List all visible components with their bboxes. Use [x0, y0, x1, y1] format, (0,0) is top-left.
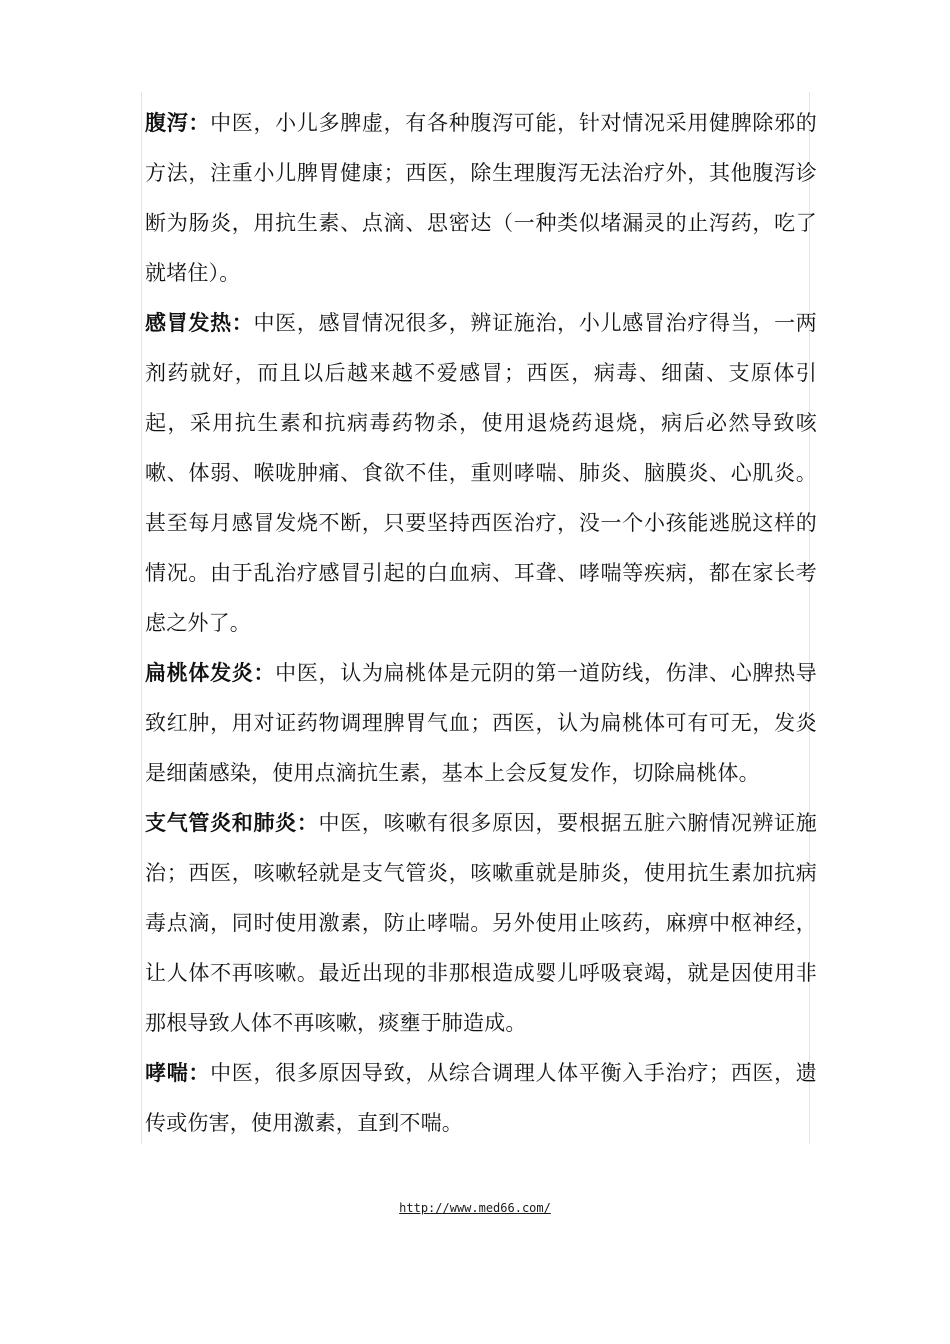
page-border-left [141, 92, 142, 1144]
term-asthma: 哮喘： [145, 1060, 211, 1085]
term-bronchitis-pneumonia: 支气管炎和肺炎： [145, 810, 319, 835]
paragraph-text: 中医，认为扁桃体是元阴的第一道防线，伤津、心脾热导致红肿，用对证药物调理脾胃气血；西医，认为扁桃体可有可无，发炎是细菌感染，使用点滴抗生素，基本上会反复发作，切除扁桃体。 [145, 661, 818, 785]
footer-url-link[interactable]: http://www.med66.com/ [399, 1201, 551, 1215]
term-tonsillitis: 扁桃体发炎： [145, 660, 276, 685]
paragraph-text: 中医，很多原因导致，从综合调理人体平衡入手治疗；西医，遗传或伤害，使用激素，直到不喘。 [145, 1061, 817, 1135]
paragraph-bronchitis-pneumonia [145, 798, 817, 1048]
term-diarrhea: 腹泻： [145, 110, 211, 135]
paragraph-asthma [145, 1048, 817, 1148]
document-body [145, 98, 817, 1148]
term-cold-fever: 感冒发热： [145, 310, 254, 335]
page-footer [0, 1199, 950, 1217]
paragraph-diarrhea [145, 98, 817, 298]
paragraph-text: 中医，小儿多脾虚，有各种腹泻可能，针对情况采用健脾除邪的方法，注重小儿脾胃健康；西医，除生理腹泻无法治疗外，其他腹泻诊断为肠炎，用抗生素、点滴、思密达（一种类似堵漏灵的止泻药，吃了就堵住）。 [145, 111, 817, 285]
paragraph-cold-fever [145, 298, 817, 648]
paragraph-text: 中医，咳嗽有很多原因，要根据五脏六腑情况辨证施治；西医，咳嗽轻就是支气管炎，咳嗽重就是肺炎，使用抗生素加抗病毒点滴，同时使用激素，防止哮喘。另外使用止咳药，麻痹中枢神经，让人体不再咳嗽。最近出现的非那根造成婴儿呼吸衰竭，就是因使用非那根导致人体不再咳嗽，痰壅于肺造成。 [145, 811, 817, 1035]
paragraph-tonsillitis [145, 648, 817, 798]
paragraph-text: 中医，感冒情况很多，辨证施治，小儿感冒治疗得当，一两剂药就好，而且以后越来越不爱感冒；西医，病毒、细菌、支原体引起，采用抗生素和抗病毒药物杀，使用退烧药退烧，病后必然导致咳嗽、体弱、喉咙肿痛、食欲不佳，重则哮喘、肺炎、脑膜炎、心肌炎。甚至每月感冒发烧不断，只要坚持西医治疗，没一个小孩能逃脱这样的情况。由于乱治疗感冒引起的白血病、耳聋、哮喘等疾病，都在家长考虑之外了。 [145, 311, 817, 635]
